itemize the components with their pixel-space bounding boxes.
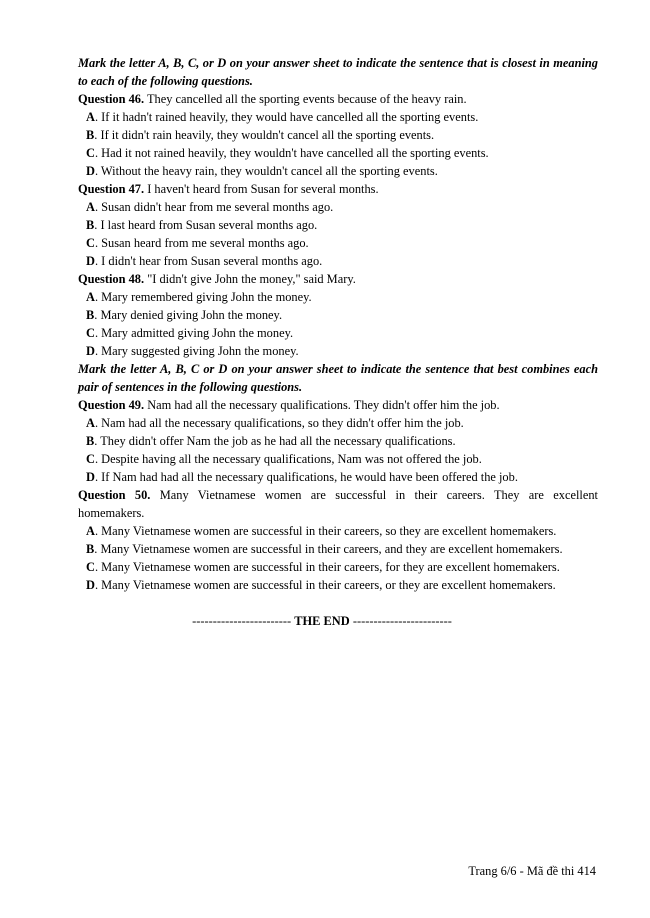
question-label: Question 48. (78, 272, 145, 286)
end-marker (78, 612, 598, 630)
question-text: "I didn't give John the money," said Mary. (147, 272, 356, 286)
option-a: A. Many Vietnamese women are successful in their careers, so they are excellent homemakers. (86, 524, 557, 538)
option-c: C. Despite having all the necessary qualifications, Nam was not offered the job. (86, 452, 482, 466)
option-d: D. Mary suggested giving John the money. (86, 344, 299, 358)
end-label: THE END (294, 614, 350, 628)
option-b: B. They didn't offer Nam the job as he had all the necessary qualifications. (86, 434, 456, 448)
question-label: Question 46. (78, 92, 145, 106)
question-text-continued: homemakers. (78, 506, 145, 520)
question-label: Question 50. (78, 488, 151, 502)
option-d: D. Without the heavy rain, they wouldn't cancel all the sporting events. (86, 164, 438, 178)
option-c: C. Had it not rained heavily, they wouldn't have cancelled all the sporting events. (86, 146, 489, 160)
question-label: Question 49. (78, 398, 145, 412)
option-a: A. If it hadn't rained heavily, they would have cancelled all the sporting events. (86, 110, 479, 124)
option-b: B. If it didn't rain heavily, they wouldn't cancel all the sporting events. (86, 128, 435, 142)
option-d: D. Many Vietnamese women are successful in their careers, or they are excellent homemakers. (86, 578, 556, 592)
page-footer: Trang 6/6 - Mã đề thi 414 (468, 864, 596, 878)
end-dashes-right: ------------------------ (352, 614, 452, 628)
question-text: Many Vietnamese women are successful in their careers. They are excellent (159, 488, 598, 502)
section-instruction: Mark the letter A, B, C or D on your answer sheet to indicate the sentence that best combines each pair of sentences in the following questions. (78, 362, 598, 394)
option-d: D. I didn't hear from Susan several months ago. (86, 254, 323, 268)
end-dashes-left: ------------------------ (192, 614, 292, 628)
question-text: Nam had all the necessary qualifications. They didn't offer him the job. (147, 398, 500, 412)
option-a: A. Susan didn't hear from me several months ago. (86, 200, 334, 214)
exam-content (78, 54, 598, 630)
question-text: They cancelled all the sporting events because of the heavy rain. (146, 92, 467, 106)
section-instruction: Mark the letter A, B, C, or D on your answer sheet to indicate the sentence that is closest in meaning to each of the following questions. (78, 56, 598, 88)
question-label: Question 47. (78, 182, 145, 196)
question-48 (78, 270, 598, 288)
option-c: C. Many Vietnamese women are successful in their careers, for they are excellent homemakers. (86, 560, 560, 574)
question-50 (78, 486, 598, 504)
option-c: C. Mary admitted giving John the money. (86, 326, 294, 340)
option-c: C. Susan heard from me several months ago. (86, 236, 309, 250)
question-47 (78, 180, 598, 198)
option-a: A. Nam had all the necessary qualifications, so they didn't offer him the job. (86, 416, 464, 430)
option-b: B. Many Vietnamese women are successful in their careers, and they are excellent homemakers. (86, 542, 563, 556)
question-49 (78, 396, 598, 414)
option-b: B. Mary denied giving John the money. (86, 308, 283, 322)
option-a: A. Mary remembered giving John the money. (86, 290, 312, 304)
question-46 (78, 90, 598, 108)
question-text: I haven't heard from Susan for several months. (147, 182, 379, 196)
option-d: D. If Nam had had all the necessary qualifications, he would have been offered the job. (86, 470, 518, 484)
option-b: B. I last heard from Susan several months ago. (86, 218, 318, 232)
